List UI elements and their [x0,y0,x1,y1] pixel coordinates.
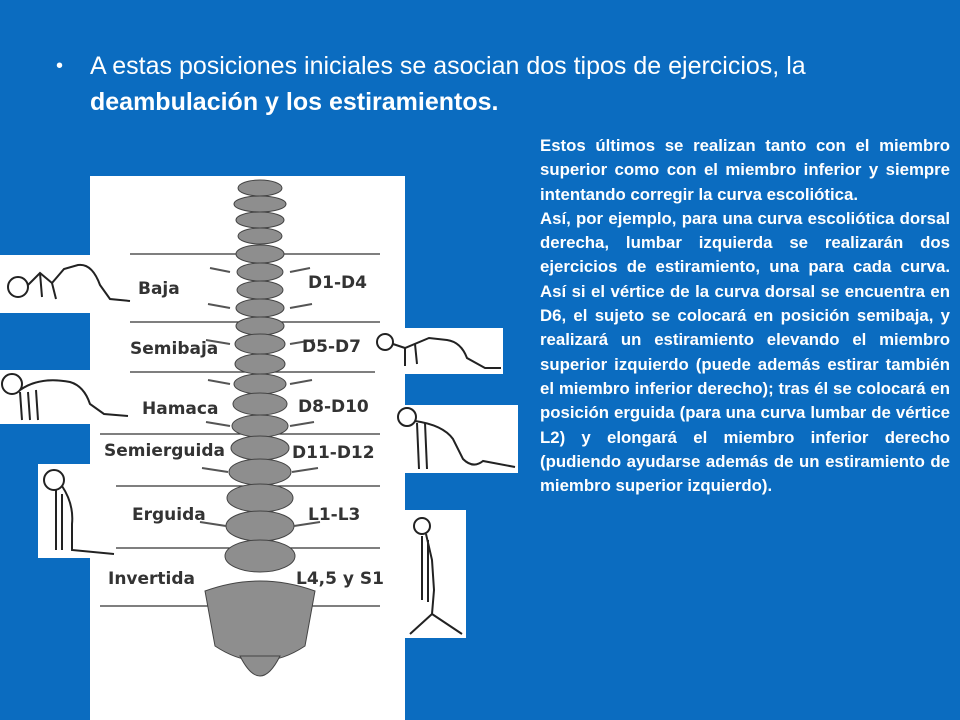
figure-semierguida [393,405,518,473]
paragraph-1: Estos últimos se realizan tanto con el miembro superior como con el miembro inferior y siempre intentando corregir la curva escoliótica. [540,136,950,204]
position-level-3: D8-D10 [298,397,369,417]
figure-invertida [402,510,466,638]
position-level-4: D11-D12 [292,443,375,463]
bullet-symbol: • [56,55,64,77]
position-level-2: D5-D7 [302,337,361,357]
figure-semibaja [375,328,503,374]
bullet-text-bold: deambulación y los estiramientos. [90,88,499,116]
position-level-6: L4,5 y S1 [296,569,384,589]
position-name-1: Baja [138,279,180,299]
spine-illustration [90,176,405,720]
explanation-text [540,134,950,498]
position-name-2: Semibaja [130,339,219,359]
bullet-text-plain: A estas posiciones iniciales se asocian dos tipos de ejercicios, la [90,52,806,80]
paragraph-2: Así, por ejemplo, para una curva escoliótica dorsal derecha, lumbar izquierda se realizarán dos ejercicios de estiramiento, una para cada curva. Así si el vértice de la curva dorsal se encuentra en D6, el sujeto se colocará en posición semibaja, y realizará un estiramiento elevando el miembro superior izquierdo (puede además estirar también el miembro inferior derecho); tras él se colocará en posición erguida (para una curva lumbar de vértice L2) y elongará el miembro inferior derecho (pudiendo ayudarse además de un estiramiento de miembro superior izquierdo). [540,208,950,496]
figure-baja [0,255,132,313]
figure-erguida [38,464,116,558]
spine-diagram [90,176,405,720]
figure-hamaca [0,370,130,424]
position-level-5: L1-L3 [308,505,361,525]
bullet-text [90,48,930,120]
position-name-5: Erguida [132,505,206,525]
position-name-3: Hamaca [142,399,219,419]
position-level-1: D1-D4 [308,273,367,293]
position-name-4: Semierguida [104,441,225,461]
position-name-6: Invertida [108,569,196,589]
